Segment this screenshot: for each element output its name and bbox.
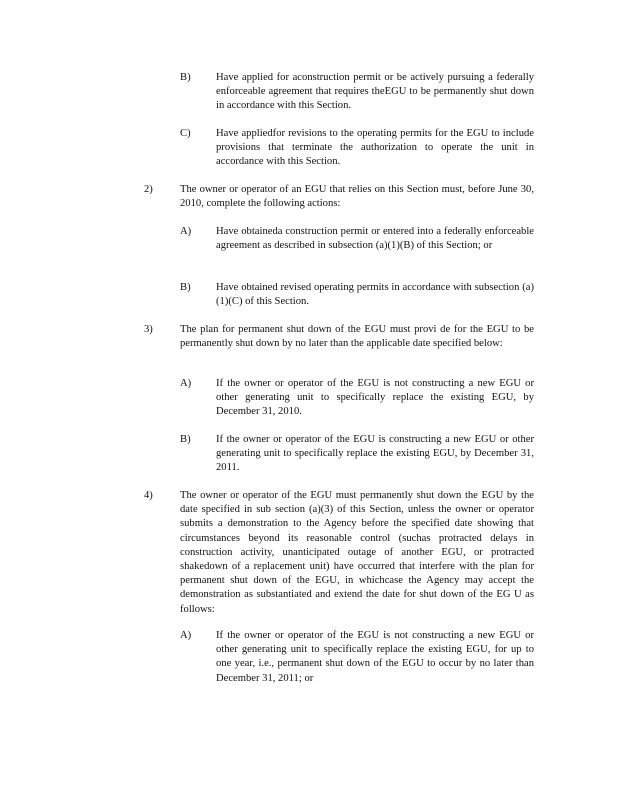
item-label: B) xyxy=(180,72,191,83)
item-label: C) xyxy=(180,128,191,139)
item-text: If the owner or operator of the EGU is not constructing a new EGU or other generating unit to specifically replace the existing EGU, for up to one year, i.e., permanent shut down of the EGU to occur by no later than December 31, 2011; or xyxy=(216,630,534,684)
item-text: Have applied for aconstruction permit or be actively pursuing a federally enforceable agreement that requires theEGU to be permanently shut down in accordance with this Section. xyxy=(216,72,534,112)
item-label: B) xyxy=(180,434,191,445)
item-label: A) xyxy=(180,630,192,641)
item-label: A) xyxy=(180,226,192,237)
item-label: 3) xyxy=(144,324,153,335)
item-text: If the owner or operator of the EGU is not constructing a new EGU or other generating unit to specifically replace the existing EGU, by December 31, 2010. xyxy=(216,378,534,418)
item-label: 4) xyxy=(144,490,153,501)
item-text: The plan for permanent shut down of the EGU must provi de for the EGU to be permanently shut down by no later than the applicable date specified below: xyxy=(180,324,534,350)
item-label: A) xyxy=(180,378,192,389)
item-text: Have appliedfor revisions to the operating permits for the EGU to include provisions that terminate the authorization to operate the unit in accordance with this Section. xyxy=(216,128,534,168)
item-label: B) xyxy=(180,282,191,293)
item-label: 2) xyxy=(144,184,153,195)
item-text: The owner or operator of an EGU that relies on this Section must, before June 30, 2010, complete the following actions: xyxy=(180,184,534,210)
item-text: Have obtained revised operating permits in accordance with subsection (a)(1)(C) of this Section. xyxy=(216,282,534,308)
item-text: If the owner or operator of the EGU is constructing a new EGU or other generating unit to specifically replace the existing EGU, by December 31, 2011. xyxy=(216,434,534,474)
item-text: The owner or operator of the EGU must permanently shut down the EGU by the date specified in sub section (a)(3) of this Section, unless the owner or operator submits a demonstration to the Agency before the specified date showing that circumstances beyond its reasonable control (suchas protracted delays in construction activity, unanticipated outage of another EGU, or protracted shakedown of a replacement unit) have occurred that interfere with the plan for permanent shut down of the EGU, in whichcase the Agency may accept the demonstration as substantiated and extend the date for shut down of the EG U as follows: xyxy=(180,490,534,615)
item-text: Have obtaineda construction permit or entered into a federally enforceable agreement as described in subsection (a)(1)(B) of this Section; or xyxy=(216,226,534,252)
